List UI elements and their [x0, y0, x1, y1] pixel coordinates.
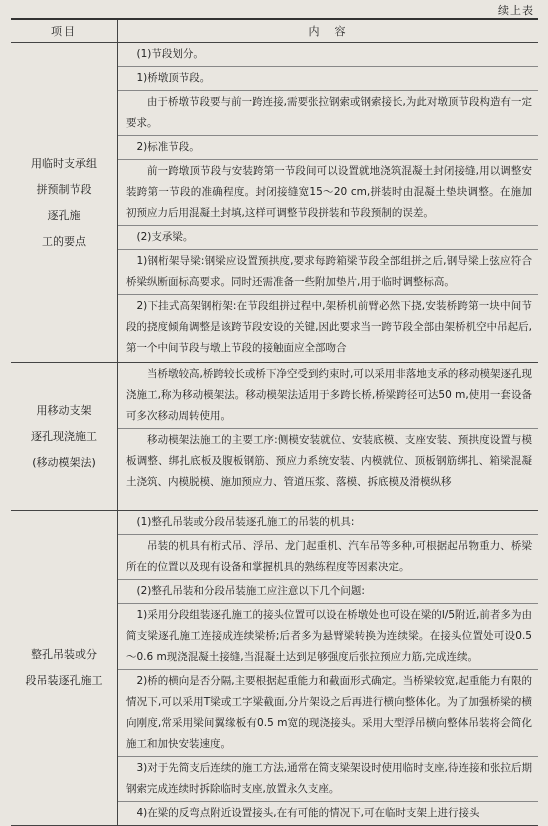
paragraph: 3)对于先简支后连续的施工方法,通常在简支梁架设时使用临时支座,待连接和张拉后期钢索完成连续时拆除临时支座,放置永久支座。: [118, 757, 538, 802]
construction-table: [11, 18, 538, 826]
row-label-line: 用临时支承组: [31, 156, 97, 170]
paragraph: 当桥墩较高,桥跨较长或桥下净空受到约束时,可以采用非落地支承的移动模架逐孔现浇施工,称为移动模架法。移动模架法适用于多跨长桥,桥梁跨径可达50 m,使用一套设备可多次移动周转使用。: [118, 363, 538, 429]
continued-label: 续上表: [498, 4, 534, 17]
header-item: 项目: [11, 19, 118, 43]
row-label-line: 逐孔现浇施工: [31, 429, 97, 443]
paragraph: 2)桥的横向是否分隔,主要根据起重能力和截面形式确定。当桥梁较宽,起重能力有限的情况下,可以采用T梁或工字梁截面,分片架设之后再进行横向整体化。为了加强桥梁的横向刚度,常采用梁间翼缘板有0.5 m宽的现浇接头。采用大型浮吊横向整体吊装将会简化施工和加快安装速度。: [118, 670, 538, 757]
paragraph: 1)采用分段组装逐孔施工的接头位置可以设在桥墩处也可设在梁的l/5附近,前者多为由简支梁逐孔施工连接成连续梁桥;后者多为悬臂梁转换为连续梁。在接头位置处可设0.5～0.6 m现浇混凝土接缝,当混凝土达到足够强度后张拉预应力筋,完成连续。: [118, 604, 538, 670]
row-content: [118, 511, 539, 826]
row-content: [118, 43, 539, 363]
row-label-line: 整孔吊装或分: [31, 648, 97, 661]
paragraph: 1)钢桁架导梁:钢梁应设置预拱度,要求每跨箱梁节段全部组拼之后,钢导梁上弦应符合桥梁纵断面标高要求。同时还需准备一些附加垫片,用于临时调整标高。: [118, 250, 538, 295]
paragraph: 由于桥墩节段要与前一跨连接,需要张拉钢索或钢索接长,为此对墩顶节段构造有一定要求。: [118, 91, 538, 136]
paragraph: 2)下挂式高架钢桁架:在节段组拼过程中,架桥机前臂必然下挠,安装桥跨第一块中间节段的挠度倾角调整是该跨节段安设的关键,因此要求当一跨节段全部由架桥机空中吊起后,第一个中间节段与墩上节段的接触面应全部吻合: [126, 300, 532, 354]
row-label-line: 用移动支架: [36, 403, 92, 417]
paragraph: (1)节段划分。: [118, 43, 538, 67]
table-row: [11, 43, 538, 363]
row-label-line: 逐孔施: [47, 208, 81, 222]
row-label: [11, 43, 118, 363]
paragraph: (1)整孔吊装或分段吊装逐孔施工的吊装的机具:: [118, 511, 538, 535]
paragraph: 前一跨墩顶节段与安装跨第一节段间可以设置就地浇筑混凝土封闭接缝,用以调整安装跨第一节段的准确程度。封闭接缝宽15～20 cm,拼装时由混凝土垫块调整。在施加初预应力后用混凝土封填,这样可调整节段拼装和节段预制的误差。: [118, 160, 538, 226]
row-label: [11, 363, 118, 511]
row-label-line: 拼预制节段: [36, 182, 92, 196]
row-label-line: (移动模架法): [32, 455, 96, 469]
header-content: 内 容: [118, 19, 539, 43]
row-label: [11, 511, 118, 826]
table-header-row: [11, 19, 538, 43]
paragraph: 移动模架法施工的主要工序:侧模安装就位、安装底模、支座安装、预拱度设置与模板调整、绑扎底板及腹板钢筋、预应力系统安装、内模就位、顶板钢筋绑扎、箱梁混凝土浇筑、内模脱模、施加预应力、管道压浆、落模、拆底模及滑模纵移: [126, 434, 532, 488]
paragraph: 吊装的机具有桁式吊、浮吊、龙门起重机、汽车吊等多种,可根据起吊物重力、桥梁所在的位置以及现有设备和掌握机具的熟练程度等因素决定。: [118, 535, 538, 580]
paragraph: 1)桥墩顶节段。: [118, 67, 538, 91]
paragraph: (2)整孔吊装和分段吊装施工应注意以下几个问题:: [118, 580, 538, 604]
table-row: [11, 363, 538, 511]
paragraph: (2)支承梁。: [118, 226, 538, 250]
paragraph: 2)标准节段。: [118, 136, 538, 160]
row-content: [118, 363, 539, 511]
row-label-line: 工的要点: [42, 234, 86, 248]
row-label-line: 段吊装逐孔施工: [25, 674, 103, 687]
table-row: [11, 511, 538, 826]
paragraph: 4)在梁的反弯点附近设置接头,在有可能的情况下,可在临时支架上进行接头: [136, 807, 480, 819]
